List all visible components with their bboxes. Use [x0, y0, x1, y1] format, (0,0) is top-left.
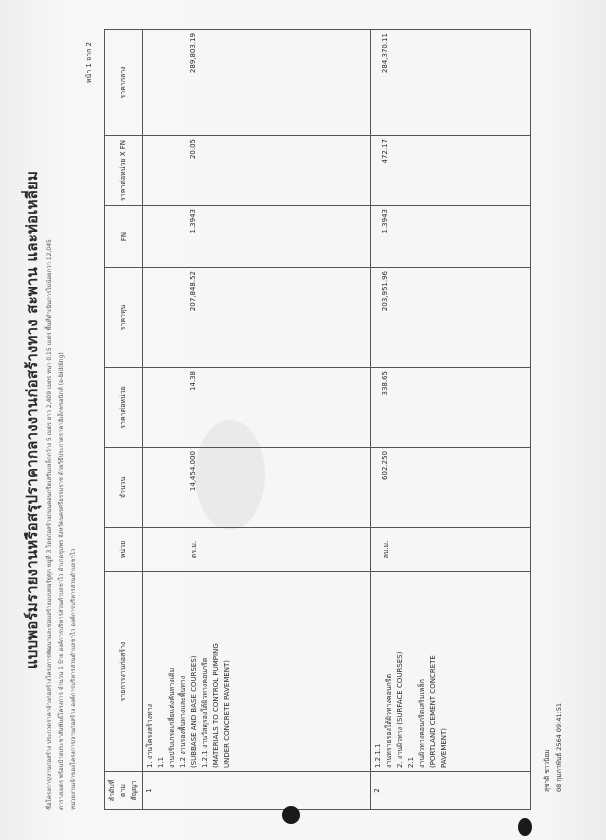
signature-footer — [541, 703, 565, 792]
row-unit-fn: 472.17 — [371, 136, 531, 206]
table-header-row — [105, 30, 143, 810]
header-median-price: ราคากลาง — [105, 30, 143, 136]
table-row — [371, 30, 531, 810]
table-row — [143, 30, 371, 810]
project-info-line-2: ตารางเมตร พร้อมป้ายประชาสัมพันธ์โครงการ จำนวน 1 ป้าย องค์การบริหารส่วนตำบลชาไว อำเภอชุมพร จังหวัดนครศรีธรรมราช ด้วยวิธีประกวดราคาอิเล็กทรอนิกส์ (e-bidding) — [58, 352, 65, 810]
desc-line: (PORTLAND CEMENT CONCRETE — [429, 655, 437, 768]
document-title: แบบพอร์มรายงานหรือสรุปราคากลางงานก่อสร้างทาง สะพาน และท่อเหลี่ยม — [23, 170, 41, 670]
header-unit-fn: ราคาต่อหน่วย X FN — [105, 136, 143, 206]
row-median-price: 289,803.19 — [143, 30, 371, 136]
header-quantity: จำนวน — [105, 448, 143, 528]
cost-table — [104, 29, 531, 810]
desc-line: งานทรายรองใต้ผิวทางคอนกรีต — [385, 673, 393, 768]
row-description — [143, 572, 371, 772]
desc-line: งานปรับเกรดเกลี่ยแต่งคันทางเดิม — [168, 667, 176, 768]
header-unit-price: ราคาต่อหน่วย — [105, 368, 143, 448]
project-info-line-3: หน่วยงานเจ้าของโครงการ/งานก่อสร้าง องค์การบริหารส่วนตำบลชาไว องค์การบริหารส่วนตำบลชาไว — [70, 548, 77, 810]
row-no: 2 — [371, 772, 531, 810]
header-description: รายการงานก่อสร้าง — [105, 572, 143, 772]
row-cost: 207,848.52 — [143, 268, 371, 368]
desc-line: 1.2 งานรองพื้นทางและพื้นทาง — [179, 675, 187, 768]
row-quantity: 602.250 — [371, 448, 531, 528]
row-fn: 1.3943 — [143, 206, 371, 268]
page-number: หน้า 1 จาก 2 — [85, 42, 93, 84]
desc-line: PAVEMENT) — [440, 727, 448, 768]
header-no: ลำดับที่ ตามสัญญา — [105, 772, 143, 810]
row-unit-fn: 20.05 — [143, 136, 371, 206]
desc-line: (SUBBASE AND BASE COURSES) — [190, 655, 198, 768]
rotated-document — [20, 20, 580, 820]
desc-line: (MATERIALS TO CONTROL PUMPING — [212, 643, 220, 768]
desc-line: 2. งานผิวทาง (SURFACE COURSES) — [396, 651, 404, 768]
desc-line: งานผิวทางคอนกรีตเสริมเหล็ก — [418, 679, 426, 768]
desc-line: UNDER CONCRETE PAVEMENT) — [223, 659, 231, 768]
row-unit: ตร.ม. — [143, 528, 371, 572]
desc-line: 1.2.1.1 — [374, 743, 382, 768]
row-unit-price: 14.38 — [143, 368, 371, 448]
print-timestamp: 08 กุมภาพันธ์ 2564 09:41:51 — [555, 702, 563, 792]
row-fn: 1.3943 — [371, 206, 531, 268]
row-unit-price: 338.65 — [371, 368, 531, 448]
row-quantity: 14,454.000 — [143, 448, 371, 528]
row-cost: 203,951.96 — [371, 268, 531, 368]
desc-line: 1.2.1 งานวัสดุรองใต้ผิวทางคอนกรีต — [201, 657, 209, 768]
header-cost: ราคาทุน — [105, 268, 143, 368]
binder-hole-mark — [282, 806, 300, 824]
row-unit: ลบ.ม. — [371, 528, 531, 572]
desc-line: 1.1 — [157, 756, 165, 768]
desc-line: 1. งานโครงสร้างทาง — [146, 703, 154, 768]
project-info-line-1: ชื่อโครงการ/งานก่อสร้าง ประกวดราคาจ้างก่อสร้างโครงการพัฒนาและซ่อมสร้างแบบท่อรัฐศุภ หมู่ที่ 3 โดยก่อสร้างถนนคอนกรีตเสริมเหล็กกว้าง 5 เมตร ยาว 2,409 เมตร หนา 0.15 เมตร พื้นที่ดำเนินการไม่น้อยกว่า 12,045 — [46, 239, 53, 810]
header-fn: FN — [105, 206, 143, 268]
signer-name: สุชาติ ชาวนิยม — [543, 749, 551, 792]
header-unit: หน่วย — [105, 528, 143, 572]
row-median-price: 284,370.11 — [371, 30, 531, 136]
row-description — [371, 572, 531, 772]
row-no: 1 — [143, 772, 371, 810]
desc-line: 2.1 — [407, 756, 415, 768]
binder-hole-mark — [518, 818, 532, 836]
